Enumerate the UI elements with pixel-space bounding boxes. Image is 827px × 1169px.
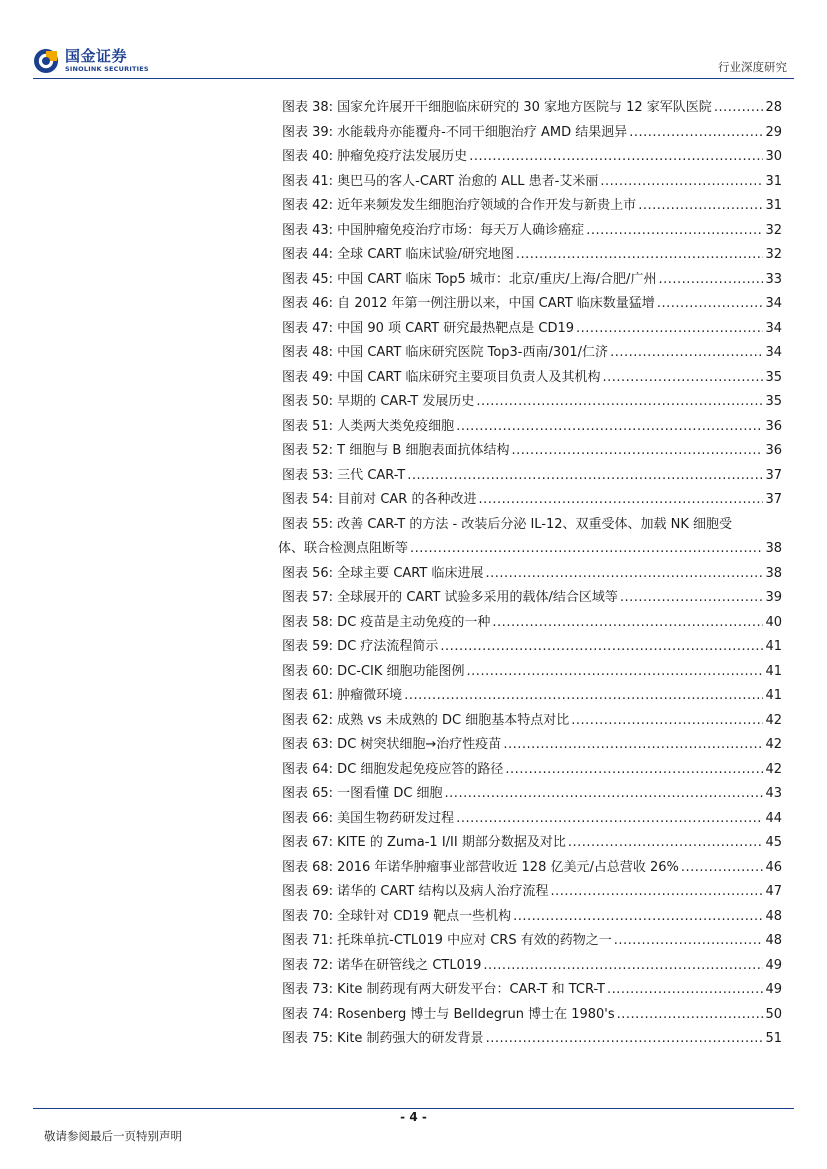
toc-entry-page: 42 [765, 712, 782, 728]
toc-entry-label-continued: 体、联合检测点阻断等 [278, 541, 409, 556]
toc-entry-label: 图表 60: DC-CIK 细胞功能图例 [282, 663, 465, 679]
toc-entry-label: 图表 67: KITE 的 Zuma-1 I/II 期部分数据及对比 [282, 835, 566, 850]
toc-leader-dots [407, 464, 763, 489]
figure-list [278, 96, 782, 1052]
toc-entry-label: 图表 66: 美国生物药研发过程 [282, 810, 455, 826]
toc-entry[interactable] [282, 562, 782, 587]
toc-entry-page: 31 [765, 198, 782, 213]
toc-entry-label: 图表 54: 目前对 CAR 的各种改进 [282, 492, 477, 507]
toc-entry-page: 48 [765, 933, 782, 948]
toc-entry-page: 51 [765, 1031, 782, 1046]
toc-entry[interactable] [282, 488, 782, 513]
footer-divider [33, 1108, 794, 1109]
toc-entry[interactable] [282, 660, 782, 685]
toc-leader-dots [511, 439, 763, 464]
toc-entry[interactable] [282, 611, 782, 636]
toc-entry-page: 31 [765, 173, 782, 189]
toc-leader-dots [617, 1003, 764, 1028]
toc-entry-page: 32 [765, 247, 782, 262]
toc-entry-label: 图表 52: T 细胞与 B 细胞表面抗体结构 [282, 443, 510, 458]
toc-leader-dots [516, 243, 764, 268]
toc-entry-label: 图表 61: 肿瘤微环境 [282, 688, 403, 703]
toc-leader-dots [610, 341, 763, 366]
toc-leader-dots [483, 954, 763, 979]
toc-entry-page: 33 [765, 271, 782, 287]
toc-leader-dots [620, 586, 764, 611]
toc-entry-page: 34 [765, 345, 782, 360]
toc-entry[interactable] [282, 170, 782, 195]
toc-leader-dots [550, 880, 763, 905]
toc-entry-label: 图表 57: 全球展开的 CART 试验多采用的载体/结合区域等 [282, 590, 618, 605]
toc-entry-page: 35 [765, 369, 782, 385]
toc-entry-label: 图表 75: Kite 制药强大的研发背景 [282, 1031, 484, 1046]
toc-entry-label: 图表 74: Rosenberg 博士与 Belldegrun 博士在 1980's [282, 1006, 615, 1022]
toc-entry[interactable] [282, 317, 782, 342]
toc-entry-page: 43 [765, 786, 782, 801]
toc-entry-label: 图表 68: 2016 年诺华肿瘤事业部营收近 128 亿美元/占总营收 26% [282, 859, 679, 875]
toc-entry-page: 40 [765, 614, 782, 630]
report-type-label: 行业深度研究 [718, 60, 787, 74]
toc-leader-dots [486, 1027, 764, 1052]
toc-leader-dots [629, 121, 763, 146]
toc-leader-dots [657, 292, 764, 317]
toc-leader-dots [571, 709, 763, 734]
toc-entry-label: 图表 69: 诺华的 CART 结构以及病人治疗流程 [282, 884, 549, 899]
toc-entry-page: 32 [765, 222, 782, 238]
toc-entry-label: 图表 44: 全球 CART 临床试验/研究地图 [282, 247, 514, 262]
toc-entry-label: 图表 73: Kite 制药现有两大研发平台：CAR-T 和 TCR-T [282, 982, 605, 997]
toc-leader-dots [513, 905, 763, 930]
toc-entry[interactable] [282, 439, 782, 464]
toc-entry[interactable] [282, 758, 782, 783]
toc-leader-dots [681, 856, 764, 881]
toc-leader-dots [607, 978, 764, 1003]
toc-entry-label: 图表 46: 自 2012 年第一例注册以来，中国 CART 临床数量猛增 [282, 296, 655, 311]
toc-leader-dots [410, 537, 763, 562]
disclaimer-note: 敬请参阅最后一页特别声明 [44, 1129, 182, 1143]
toc-entry-page: 49 [765, 982, 782, 997]
page-header [0, 0, 827, 80]
toc-entry[interactable] [282, 880, 782, 905]
toc-leader-dots [485, 562, 763, 587]
toc-entry[interactable] [282, 341, 782, 366]
toc-entry-page: 37 [765, 467, 782, 483]
toc-entry-page: 48 [765, 908, 782, 924]
toc-entry[interactable] [282, 96, 782, 121]
toc-entry[interactable] [282, 856, 782, 881]
toc-leader-dots [658, 268, 763, 293]
toc-entry-page: 50 [765, 1006, 782, 1022]
toc-entry-label: 图表 42: 近年来频发发生细胞治疗领域的合作开发与新贵上市 [282, 198, 637, 213]
toc-leader-dots [600, 170, 763, 195]
toc-leader-dots [456, 415, 763, 440]
toc-entry-page: 41 [765, 688, 782, 703]
toc-leader-dots [440, 635, 763, 660]
toc-entry[interactable] [282, 268, 782, 293]
logo-english-name: SINOLINK SECURITIES [65, 65, 149, 74]
toc-entry-page: 41 [765, 663, 782, 679]
toc-entry-page: 34 [765, 296, 782, 311]
toc-leader-dots [467, 660, 764, 685]
toc-leader-dots [456, 807, 763, 832]
toc-leader-dots [478, 488, 763, 513]
toc-entry[interactable] [282, 709, 782, 734]
toc-entry-page: 46 [765, 859, 782, 875]
toc-leader-dots [445, 782, 764, 807]
toc-entry[interactable] [282, 390, 782, 415]
toc-entry-label: 图表 55: 改善 CAR-T 的方法 - 改装后分泌 IL-12、双重受体、加载 NK 细胞受 [282, 516, 733, 532]
toc-leader-dots [503, 733, 763, 758]
toc-entry[interactable] [282, 684, 782, 709]
toc-leader-dots [492, 611, 763, 636]
toc-entry-page: 28 [765, 100, 782, 115]
toc-entry-label: 图表 47: 中国 90 项 CART 研究最热靶点是 CD19 [282, 320, 575, 336]
toc-entry-label: 图表 49: 中国 CART 临床研究主要项目负责人及其机构 [282, 369, 601, 385]
toc-entry-page: 36 [765, 443, 782, 458]
toc-entry-page: 34 [765, 320, 782, 336]
toc-entry[interactable] [282, 905, 782, 930]
toc-leader-dots [476, 390, 763, 415]
toc-entry-page: 36 [765, 418, 782, 434]
header-divider [33, 78, 794, 79]
toc-entry-label: 图表 39: 水能载舟亦能覆舟-不同干细胞治疗 AMD 结果迥异 [282, 124, 628, 140]
toc-entry-label: 图表 38: 国家允许展开干细胞临床研究的 30 家地方医院与 12 家军队医院 [282, 100, 712, 115]
toc-entry-page: 42 [765, 761, 782, 777]
toc-entry-page: 49 [765, 957, 782, 973]
toc-entry-page: 44 [765, 810, 782, 826]
toc-entry-page: 37 [765, 492, 782, 507]
toc-entry-label: 图表 58: DC 疫苗是主动免疫的一种 [282, 614, 491, 630]
toc-entry-page: 47 [765, 884, 782, 899]
toc-leader-dots [714, 96, 764, 121]
toc-entry-label: 图表 45: 中国 CART 临床 Top5 城市：北京/重庆/上海/合肥/广州 [282, 271, 657, 287]
toc-leader-dots [576, 317, 763, 342]
toc-entry[interactable] [282, 1003, 782, 1028]
toc-entry-page: 38 [765, 565, 782, 581]
toc-entry-page: 35 [765, 394, 782, 409]
toc-entry-label: 图表 41: 奥巴马的客人-CART 治愈的 ALL 患者-艾米丽 [282, 173, 599, 189]
toc-entry[interactable] [282, 243, 782, 268]
toc-entry[interactable] [282, 194, 782, 219]
toc-entry-page: 45 [765, 835, 782, 850]
toc-entry[interactable] [282, 807, 782, 832]
toc-leader-dots [586, 219, 763, 244]
toc-leader-dots [614, 929, 764, 954]
toc-entry[interactable] [278, 513, 782, 562]
toc-entry[interactable] [282, 464, 782, 489]
toc-entry-label: 图表 59: DC 疗法流程简示 [282, 639, 439, 654]
toc-entry-label: 图表 43: 中国肿瘤免疫治疗市场：每天万人确诊癌症 [282, 222, 585, 238]
toc-entry[interactable] [282, 733, 782, 758]
toc-entry-label: 图表 63: DC 树突状细胞→治疗性疫苗 [282, 737, 502, 752]
toc-entry[interactable] [282, 586, 782, 611]
toc-entry-label: 图表 70: 全球针对 CD19 靶点一些机构 [282, 908, 512, 924]
toc-entry-label: 图表 64: DC 细胞发起免疫应答的路径 [282, 761, 504, 777]
sinolink-logo-icon [33, 48, 59, 74]
toc-entry-page: 38 [765, 541, 782, 556]
toc-entry-label: 图表 51: 人类两大类免疫细胞 [282, 418, 455, 434]
toc-entry[interactable] [282, 929, 782, 954]
toc-leader-dots [469, 145, 763, 170]
toc-entry[interactable] [282, 831, 782, 856]
toc-entry-page: 30 [765, 149, 782, 164]
toc-leader-dots [568, 831, 764, 856]
toc-leader-dots [404, 684, 763, 709]
toc-entry[interactable] [282, 954, 782, 979]
toc-leader-dots [602, 366, 763, 391]
toc-entry[interactable] [282, 121, 782, 146]
toc-entry-label: 图表 65: 一图看懂 DC 细胞 [282, 786, 443, 801]
toc-entry-label: 图表 72: 诺华在研管线之 CTL019 [282, 957, 482, 973]
toc-entry-label: 图表 53: 三代 CAR-T [282, 467, 406, 483]
toc-entry-page: 41 [765, 639, 782, 654]
toc-leader-dots [505, 758, 763, 783]
toc-entry-label: 图表 56: 全球主要 CART 临床进展 [282, 565, 484, 581]
toc-entry[interactable] [282, 782, 782, 807]
company-logo [33, 43, 149, 79]
toc-entry[interactable] [282, 635, 782, 660]
toc-entry[interactable] [282, 415, 782, 440]
toc-entry[interactable] [282, 366, 782, 391]
toc-entry-label: 图表 62: 成熟 vs 未成熟的 DC 细胞基本特点对比 [282, 712, 570, 728]
logo-chinese-name: 国金证券 [65, 47, 128, 66]
toc-entry-label: 图表 50: 早期的 CAR-T 发展历史 [282, 394, 475, 409]
toc-entry-label: 图表 48: 中国 CART 临床研究医院 Top3-西南/301/仁济 [282, 345, 609, 360]
toc-entry-page: 42 [765, 737, 782, 752]
toc-entry-label: 图表 71: 托珠单抗-CTL019 中应对 CRS 有效的药物之一 [282, 933, 612, 948]
toc-entry-label: 图表 40: 肿瘤免疫疗法发展历史 [282, 149, 468, 164]
toc-entry-page: 29 [765, 124, 782, 140]
toc-entry-page: 39 [765, 590, 782, 605]
toc-entry[interactable] [282, 219, 782, 244]
toc-entry[interactable] [282, 1027, 782, 1052]
toc-leader-dots [638, 194, 763, 219]
toc-entry[interactable] [282, 145, 782, 170]
page-number: - 4 - [400, 1110, 427, 1124]
toc-entry[interactable] [282, 292, 782, 317]
toc-entry[interactable] [282, 978, 782, 1003]
